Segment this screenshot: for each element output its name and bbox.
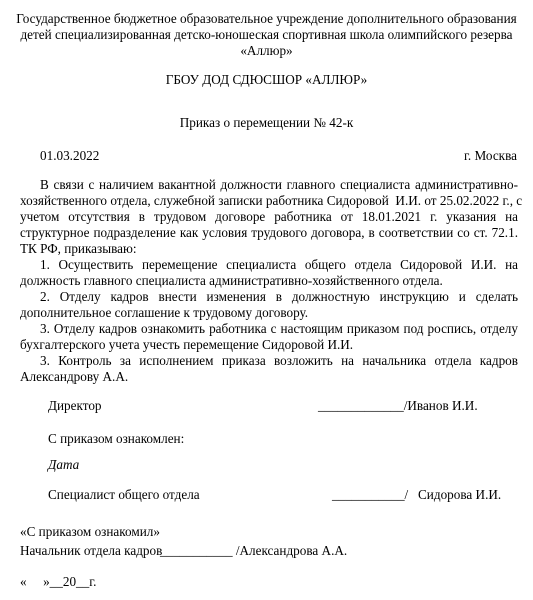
- specialist-signature-line: ___________/: [332, 487, 409, 502]
- order-city: г. Москва: [464, 148, 517, 163]
- body-line-3: учетом отсутствия в трудовом договоре работника от 18.01.2021 г. указания на: [20, 209, 518, 224]
- specialist-name: Сидорова И.И.: [418, 487, 502, 502]
- body-line-1: В связи с наличием вакантной должности главного специалиста административно-: [40, 177, 518, 192]
- body-line-10: 3. Отделу кадров ознакомить работника с настоящим приказом под роспись, отделу: [40, 321, 518, 336]
- hr-head-label: Начальник отдела кадров: [20, 543, 163, 558]
- org-name-line-2: детей специализированная детско-юношеская спортивная школа олимпийского резерва: [20, 27, 513, 42]
- date-label: Дата: [48, 457, 80, 472]
- body-line-2: хозяйственного отдела, служебной записки работника Сидоровой И.И. от 25.02.2022 г., с: [20, 193, 523, 208]
- body-line-4: структурное подразделение как условия трудового договора, в соответствии со ст. 72.1.: [20, 225, 518, 240]
- body-line-11: бухгалтерского учета учесть перемещение Сидоровой И.И.: [20, 337, 354, 352]
- org-name-line-1: Государственное бюджетное образовательное учреждение дополнительного образования: [16, 11, 517, 26]
- acquainted-quote: «С приказом ознакомил»: [20, 524, 160, 539]
- date-blank: « »__20__г.: [20, 574, 97, 589]
- body-line-7: должность главного специалиста административно-хозяйственного отдела.: [20, 273, 443, 288]
- acquainted-label: С приказом ознакомлен:: [48, 431, 185, 446]
- body-line-12: 3. Контроль за исполнением приказа возложить на начальника отдела кадров: [40, 353, 518, 368]
- body-line-13: Александрову А.А.: [20, 369, 129, 384]
- org-name-line-3: «Аллюр»: [240, 43, 293, 58]
- hr-head-signature: ___________ /Александрова А.А.: [160, 543, 348, 558]
- body-line-6: 1. Осуществить перемещение специалиста общего отдела Сидоровой И.И. на: [40, 257, 518, 272]
- director-label: Директор: [48, 398, 102, 413]
- order-date: 01.03.2022: [40, 148, 100, 163]
- org-short-name: ГБОУ ДОД СДЮСШОР «АЛЛЮР»: [165, 72, 368, 87]
- specialist-label: Специалист общего отдела: [48, 487, 200, 502]
- body-line-8: 2. Отделу кадров внести изменения в должностную инструкцию и сделать: [40, 289, 518, 304]
- director-signature: _____________/Иванов И.И.: [318, 398, 478, 413]
- body-line-5: ТК РФ, приказываю:: [20, 241, 137, 256]
- order-title: Приказ о перемещении № 42-к: [179, 115, 354, 130]
- body-line-9: дополнительное соглашение к трудовому договору.: [20, 305, 309, 320]
